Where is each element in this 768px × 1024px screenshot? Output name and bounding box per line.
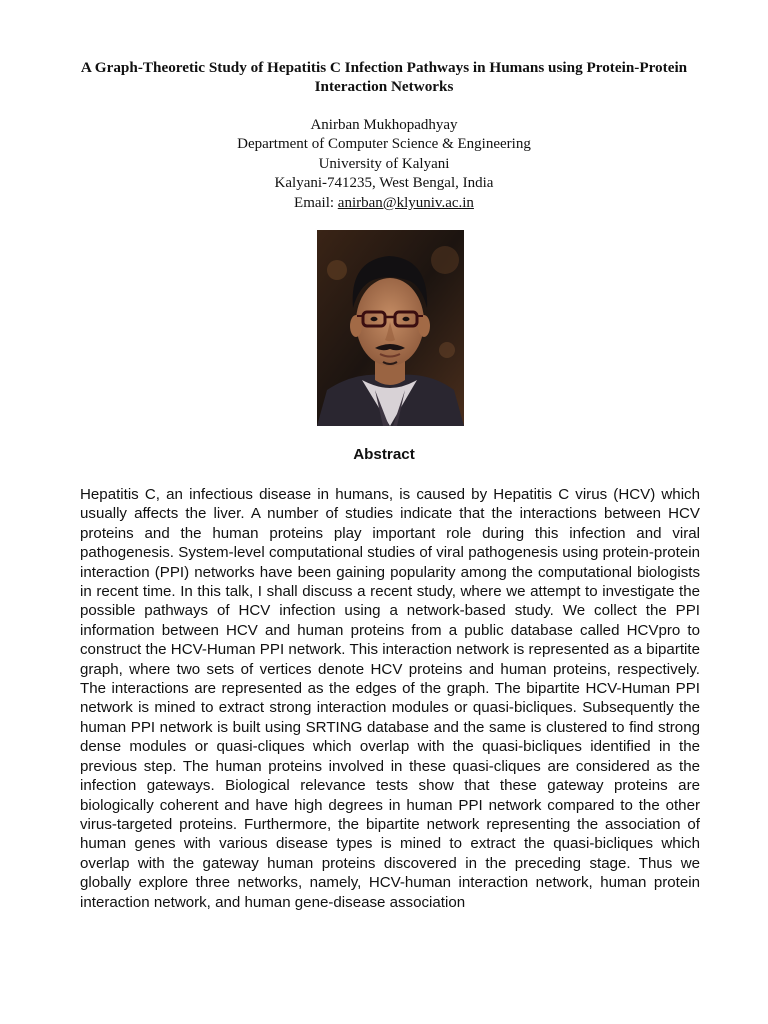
author-photo	[317, 230, 464, 426]
author-address: Kalyani-741235, West Bengal, India	[274, 175, 494, 192]
author-portrait	[317, 230, 464, 426]
author-name: Anirban Mukhopadhyay	[310, 117, 458, 133]
abstract-heading: Abstract	[353, 446, 415, 463]
paper-title: A Graph-Theoretic Study of Hepatitis C Infection Pathways in Humans using Protein-Protein Interaction Networks	[80, 59, 688, 95]
email-link[interactable]: anirban@klyuniv.ac.in	[337, 194, 474, 211]
author-email-line	[70, 194, 698, 213]
author-department: Department of Computer Science & Engineering	[237, 136, 531, 153]
abstract-text: Hepatitis C, an infectious disease in humans, is caused by Hepatitis C virus (HCV) which usually affects the liver. A number of studies indicate that the interactions between HCV proteins and the human proteins play important role during this infection and viral pathogenesis. System-level computational studies of viral pathogenesis using protein-protein interaction (PPI) networks have been gaining popularity among the computational biologists in recent time. In this talk, I shall discuss a recent study, where we attempt to investigate the possible pathways of HCV infection using a network-based study. We collect the PPI information between HCV and human proteins from a public database called HCVpro to construct the HCV-Human PPI network. This interaction network is represented as a bipartite graph, where two sets of vertices denote HCV proteins and human proteins, respectively. The interactions are represented as the edges of the graph. The bipartite HCV-Human PPI network is mined to extract strong interaction modules or quasi-bicliques. Subsequently the human PPI network is built using SRTING database and the same is clustered to find strong dense modules or quasi-cliques which overlap with the quasi-bicliques identified in the previous step. The human proteins involved in these quasi-cliques are considered as the infection gateways. Biological relevance tests show that these gateway proteins are biologically coherent and have high degrees in human PPI network compared to the other virus-targeted proteins. Furthermore, the bipartite network representing the association of human genes with various disease types is mined to extract the quasi-bicliques which overlap with the gateway human proteins discovered in the preceding stage. Thus we globally explore three networks, namely, HCV-human interaction network, human protein interaction network, and human gene-disease association	[80, 486, 700, 911]
email-label: Email:	[294, 194, 338, 211]
author-block	[70, 116, 698, 213]
author-university: University of Kalyani	[318, 155, 450, 172]
